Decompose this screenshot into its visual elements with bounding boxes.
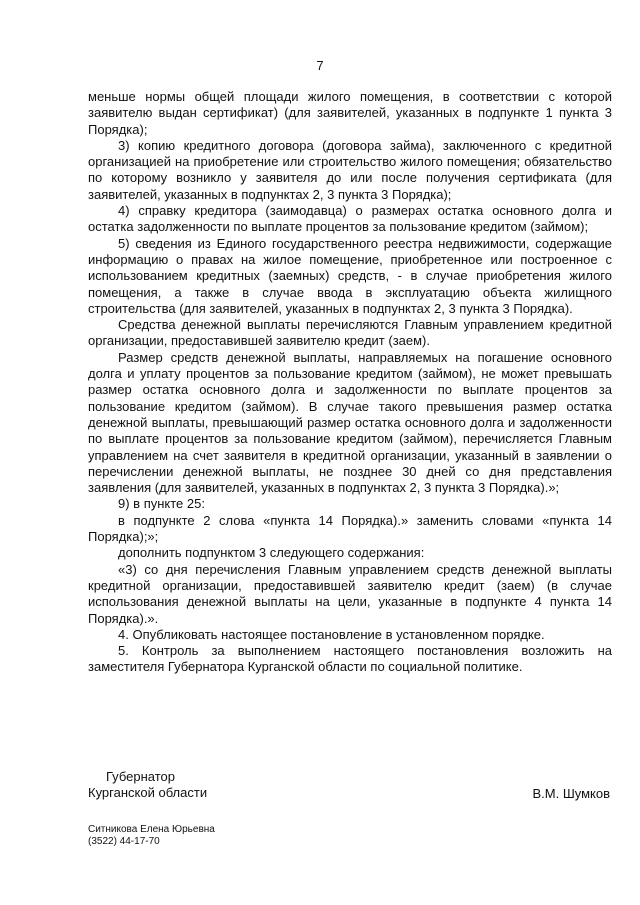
paragraph: в подпункте 2 слова «пункта 14 Порядка).» заменить словами «пункта 14 Порядка);»; — [88, 512, 612, 545]
signature-name: В.М. Шумков — [532, 786, 610, 801]
paragraph: 5. Контроль за выполнением настоящего постановления возложить на заместителя Губернатора Курганской области по социальной политике. — [88, 643, 612, 675]
paragraph: 4. Опубликовать настоящее постановление в установленном порядке. — [118, 626, 545, 642]
signature-title-line1: Губернатор — [106, 769, 175, 784]
signature-title — [88, 769, 207, 801]
paragraph: 4) справку кредитора (заимодавца) о размерах остатка основного долга и остатка задолженности по выплате процентов за пользование кредитом (займом); — [88, 203, 612, 235]
executor-info — [88, 824, 215, 848]
paragraph: дополнить подпунктом 3 следующего содержания: — [118, 545, 425, 561]
paragraph: 9) в пункте 25: — [118, 496, 205, 512]
paragraph: 3) копию кредитного договора (договора займа), заключенного с кредитной организацией на приобретение или строительство жилого помещения; обязательство по которому возникло у заявителя до или после получения сертификата (для заявителей, указанных в подпунктах 2, 3 пункта 3 Порядка); — [88, 137, 612, 202]
paragraph: Размер средств денежной выплаты, направляемых на погашение основного долга и уплату процентов за пользование кредитом (займом), не может превышать размер остатка основного долга и задолженности по выплате процентов за пользование кредитом (займом). В случае такого превышения размер остатка денежной выплаты, превышающий размер остатка основного долга и задолженности по выплате процентов за пользование кредитом (займом), перечисляется Главным управлением на счет заявителя в кредитной организации, указанный в заявлении о перечислении денежной выплаты, не позднее 30 дней со дня представления заявления (для заявителей, указанных в подпунктах 2, 3 пункта 3 Порядка).»; — [88, 349, 612, 496]
executor-phone: (3522) 44-17-70 — [88, 836, 160, 847]
paragraph: «3) со дня перечисления Главным управлением средств денежной выплаты кредитной организации, предоставившей заявителю кредит (заем) (в случае использования денежной выплаты на цели, указанные в подпункте 4 пункта 14 Порядка).». — [88, 561, 612, 626]
paragraph: 5) сведения из Единого государственного реестра недвижимости, содержащие информацию о правах на жилое помещение, приобретенное или построенное с использованием кредитных (заемных) средств, - в случае приобретения жилого помещения, а также в случае ввода в эксплуатацию объекта жилищного строительства (для заявителей, указанных в подпунктах 2, 3 пункта 3 Порядка). — [88, 235, 612, 316]
executor-name: Ситникова Елена Юрьевна — [88, 824, 215, 835]
page-number: 7 — [316, 58, 324, 73]
document-body — [88, 89, 612, 676]
signature-title-line2: Курганской области — [88, 785, 208, 800]
paragraph: Средства денежной выплаты перечисляются Главным управлением кредитной организации, предоставившей заявителю кредит (заем). — [88, 317, 612, 349]
paragraph: меньше нормы общей площади жилого помещения, в соответствии с которой заявителю выдан сертификат) (для заявителей, указанных в подпункте 1 пункта 3 Порядка); — [88, 89, 612, 137]
